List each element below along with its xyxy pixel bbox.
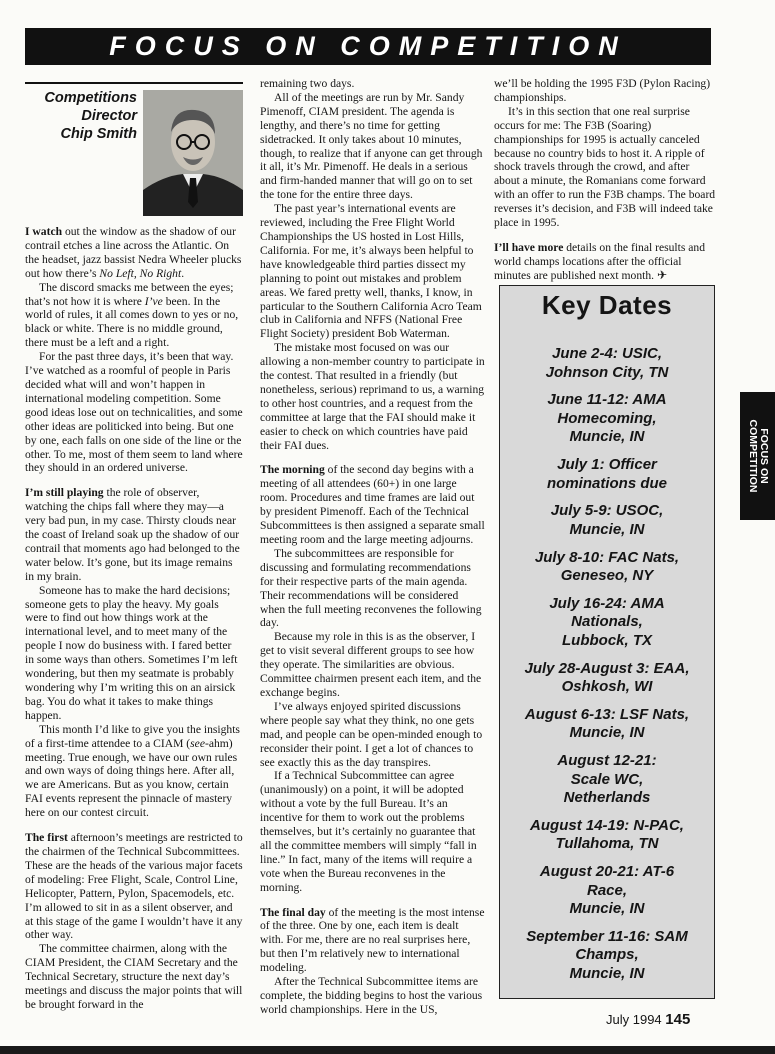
page-footer <box>606 1011 690 1028</box>
paragraph-text: This month I’d like to give you the insights of a first-time attendee to a CIAM ( <box>25 722 240 750</box>
key-date-line: September 11-16: SAM <box>526 927 688 945</box>
key-date-line: Netherlands <box>563 789 651 806</box>
key-date-item <box>500 752 714 808</box>
paragraph <box>260 975 485 1017</box>
key-dates-title: Key Dates <box>541 290 673 320</box>
portrait-graphic <box>143 90 243 216</box>
italic-text: see <box>190 736 205 750</box>
byline <box>25 89 137 143</box>
column-3 <box>494 77 716 283</box>
lead-in: The first <box>25 831 68 845</box>
paragraph-text: For the past three days, it’s been that way. I’ve watched as a roomful of people in Paris decided what will and won’t happen in international modeling competition. Some good ideas lose out on technicalities, and some other ideas are politicked into being. But one by one, each falls on one side of the line or the other. To me, most of them seem to land where they should in an ordered universe. <box>25 350 243 475</box>
paragraph <box>260 463 485 546</box>
author-photo <box>143 90 243 216</box>
paragraph-text: The subcommittees are responsible for discussing and formulating recommendations for their respective parts of the main agenda. Their recommendations will be considered when the full meeting reconvenes the following day. <box>260 546 482 630</box>
column-1 <box>25 225 243 1012</box>
key-date-line: Muncie, IN <box>569 428 645 446</box>
key-date-item <box>500 706 714 743</box>
key-date-line: June 11-12: AMA <box>547 391 667 409</box>
paragraph-text: Because my role in this is as the observer, I get to visit several different groups to see how they operate. The similarities are obvious. Committee chairmen present each item, and the exchange begins. <box>260 630 482 699</box>
paragraph-text: The past year’s international events are reviewed, including the Free Flight World Championships the US hosted in Lost Hills, California. For me, it’s always been helpful to have knowledgeable third parties dissect my planning to point out mistakes and problem areas. We fared pretty well, thanks, I know, in particular to the Southern California Acro Team club in California and NFFS (National Free Flight Society) president Bob Waterman. <box>260 202 482 341</box>
byline-line1: Competitions <box>44 90 137 106</box>
page-number: 145 <box>665 1011 691 1028</box>
key-date-line: Scale WC, <box>570 770 644 788</box>
paragraph <box>25 942 243 1012</box>
side-tab-line2: COMPETITION <box>746 419 759 493</box>
paragraph-text: been. In the world of rules, it all comes down to yes or no, black or white. There is no middle ground, there must be a left and a right. <box>25 294 239 350</box>
key-date-item <box>500 817 714 854</box>
paragraph <box>25 350 243 475</box>
paragraph-text: the role of observer, watching the chips fall where they may—a very bad pun, in my case. Thirsty clouds near the coast of Ireland soak up the shadow of our contrail that moments ago had belonged to the water below. It’s gone, but its image remains in my brain. <box>25 486 240 583</box>
key-date-line: July 28-August 3: EAA, <box>524 659 690 677</box>
paragraph <box>25 584 243 723</box>
paragraph-text: remaining two days. <box>260 77 355 90</box>
key-date-line: Lubbock, TX <box>562 631 652 649</box>
paragraph-text: I’ve always enjoyed spirited discussions where people say what they think, no one gets mad, and people can be open-minded enough to reconsider their point. I get a lot of chances to see exactly this as the day transpires. <box>260 699 483 769</box>
key-date-item <box>500 660 714 697</box>
lead-in: The morning <box>260 463 325 477</box>
lead-in: I’ll have more <box>494 240 564 254</box>
paragraph <box>25 486 243 583</box>
paragraph-text: If a Technical Subcommittee can agree (unanimously) on a point, it will be adopted without a vote by the full Bureau. It’s an incentive for them to work out the problems themselves, but it’s certainly no guarantee that all the committee members will simply “fall in line.” In fact, many of the items will require a vote when the Bureau reconvenes in the morning. <box>260 769 477 894</box>
key-date-line: Muncie, IN <box>569 520 645 538</box>
paragraph <box>25 225 243 281</box>
paragraph-text: we’ll be holding the 1995 F3D (Pylon Racing) championships. <box>494 77 711 104</box>
paragraph <box>260 547 485 630</box>
paragraph-text: -ahm) meeting. True enough, we have our own rules and own ways of doing things here. After all, we are Americans. But as you know, certain FAI events represent the pinnacle of mastery here on our contest circuit. <box>25 736 238 820</box>
key-date-item <box>500 549 714 586</box>
paragraph <box>260 630 485 700</box>
paragraph <box>494 105 716 230</box>
key-date-line: Tullahoma, TN <box>555 835 659 853</box>
byline-box <box>25 82 243 219</box>
italic-text: I’ve <box>144 294 163 308</box>
key-date-line: August 14-19: N-PAC, <box>530 816 684 834</box>
key-date-line: August 20-21: AT-6 <box>539 863 675 880</box>
key-date-line: Champs, <box>575 946 639 964</box>
key-date-line: July 1: Officer <box>557 456 657 473</box>
key-date-line: July 5-9: USOC, <box>550 502 664 520</box>
paragraph-text: of the meeting is the most intense of the three. One by one, each item is dealt with. For me, there are no real surprises here, but then I’m relatively new to international modeling. <box>260 905 485 975</box>
issue-date: July 1994 <box>606 1012 662 1027</box>
paragraph-text: details on the final results and world champs locations after the official minutes are published next month. <box>494 240 706 282</box>
paragraph <box>260 700 485 770</box>
paragraph-text: afternoon’s meetings are restricted to the chairmen of the Technical Subcommittees. These are the heads of the various major facets of modeling: Free Flight, Scale, Control Line, Helicopter, Pattern, Pylon, Spacemodels, etc. I’m allowed to sit in as a silent observer, and at this stage of the game I wouldn’t have it any other way. <box>25 831 243 942</box>
paragraph-text: Someone has to make the hard decisions; someone gets to play the heavy. My goals were to find out how things work at the international level, and to meet many of the people I now do business with. I fared better in some ways than others. Sometimes I’m left wondering, but then my seatmate is probably wondering why I’m writing this on an airsick bag. You do what it takes to make things happen. <box>25 583 238 722</box>
key-date-line: Muncie, IN <box>569 724 645 742</box>
paragraph <box>25 723 243 820</box>
paragraph-text: The mistake most focused on was our allowing a non-member country to participate in the contest. That resulted in a friendly (but nonetheless, serious) reprimand to us, a warning to other host countries, and a request from the committee at large that the FAI should make it easier to check on which countries have paid their FAI dues. <box>260 341 485 452</box>
lead-in: I’m still playing <box>25 486 104 500</box>
key-date-item <box>500 391 714 447</box>
paragraph <box>260 202 485 341</box>
key-date-line: July 8-10: FAC Nats, <box>534 548 680 566</box>
key-date-line: Homecoming, <box>557 409 657 427</box>
paragraph <box>260 341 485 452</box>
key-date-item <box>500 345 714 382</box>
key-date-item <box>500 595 714 651</box>
lead-in: The final day <box>260 905 326 919</box>
paragraph <box>25 281 243 351</box>
paragraph <box>260 77 485 91</box>
paragraph <box>494 241 716 283</box>
byline-line3: Chip Smith <box>60 126 137 142</box>
key-date-line: August 12-21: <box>557 752 657 769</box>
paragraph <box>260 91 485 202</box>
key-dates-box <box>499 285 715 999</box>
paragraph <box>25 831 243 942</box>
column-2 <box>260 77 485 1017</box>
paragraph-text: out the window as the shadow of our contrail etches a line across the Atlantic. On the headset, jazz bassist Nedra Wheeler plucks out how there’s <box>25 225 242 280</box>
bottom-edge <box>0 1046 775 1054</box>
section-banner: FOCUS ON COMPETITION <box>25 28 711 65</box>
paragraph-text: . <box>181 266 185 280</box>
key-date-line: Geneseo, NY <box>560 567 654 584</box>
paragraph-text: After the Technical Subcommittee items are complete, the bidding begins to host the various world championships. Here in the US, <box>260 975 483 1016</box>
end-mark-icon: ✈ <box>656 267 667 282</box>
byline-line2: Director <box>81 108 137 124</box>
key-date-line: nominations due <box>547 474 667 492</box>
paragraph-text: The committee chairmen, along with the CIAM President, the CIAM Secretary and the Technical Secretary, structure the next day’s meetings and discuss the major points that will be brought forward in the <box>25 942 243 1011</box>
key-date-item <box>500 928 714 984</box>
key-date-line: Race, <box>586 881 628 899</box>
key-date-line: Nationals, <box>571 613 643 631</box>
side-tab <box>740 392 775 520</box>
paragraph-text: The discord smacks me between the eyes; that’s not how it is where <box>25 280 234 308</box>
side-tab-line1: FOCUS ON <box>757 428 770 484</box>
paragraph-text: of the second day begins with a meeting of all attendees (60+) in one large room. Procedures and time frames are laid out by president Pimenoff. Each of the Technical Subcommittees is then assigned a separate small meeting room and the large meeting adjourns. <box>260 463 485 546</box>
paragraph <box>494 77 716 105</box>
key-date-item <box>500 502 714 539</box>
lead-in: I watch <box>25 225 63 238</box>
key-date-line: Oshkosh, WI <box>561 678 653 695</box>
paragraph-text: It’s in this section that one real surprise occurs for me: The F3B (Soaring) championships for 1995 is actually canceled because no country bids to host it. A ripple of shock travels through the crowd, and after about a minute, the Romanians come forward with an offer to run the F3B champs. The board reverses it’s decision, and F3B will indeed take place in 1995. <box>494 104 716 230</box>
key-date-item <box>500 456 714 493</box>
paragraph-text: All of the meetings are run by Mr. Sandy Pimenoff, CIAM president. The agenda is lengthy, and there’s no time for getting sidetracked. It only takes about 10 minutes, though, to realize that if anyone can get through it all, it’s Mr. Pimenoff. He deals in a serious and firm-handed manner that will go on to set the tone for the entire three days. <box>260 90 483 202</box>
italic-text: No Left, No Right <box>99 266 182 280</box>
key-date-line: July 16-24: AMA <box>549 594 665 612</box>
key-date-item <box>500 863 714 919</box>
side-tab-label <box>747 420 769 493</box>
key-dates-list <box>500 321 714 983</box>
key-date-line: June 2-4: USIC, <box>551 345 663 362</box>
paragraph <box>260 906 485 976</box>
key-date-line: Muncie, IN <box>569 964 645 982</box>
key-date-line: Muncie, IN <box>569 900 645 917</box>
key-date-line: Johnson City, TN <box>545 363 669 381</box>
key-date-line: August 6-13: LSF Nats, <box>524 705 690 723</box>
paragraph <box>260 769 485 894</box>
